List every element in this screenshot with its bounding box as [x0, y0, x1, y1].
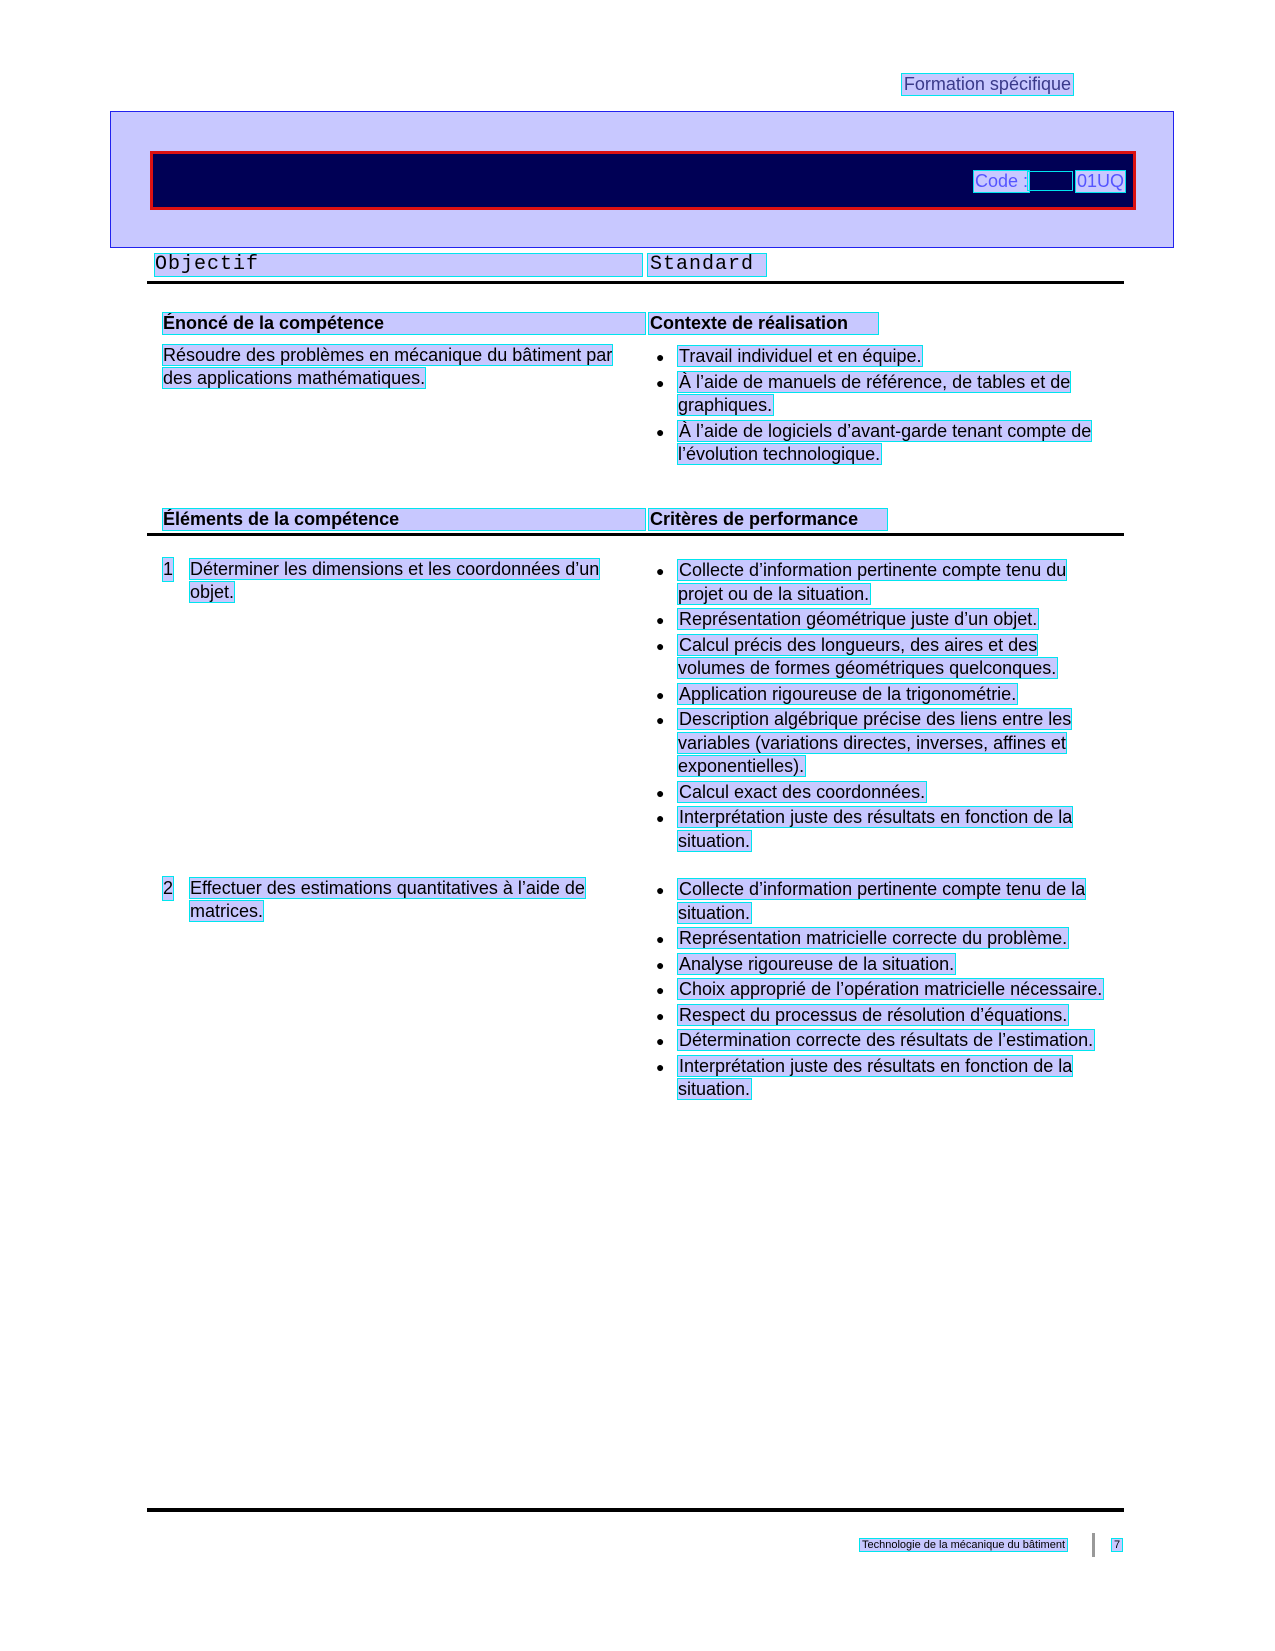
footer-rule — [147, 1508, 1124, 1512]
enonce-title: Énoncé de la compétence — [163, 313, 645, 334]
list-item: ● Collecte d’information pertinente compte tenu du projet ou de la situation. — [656, 560, 1067, 604]
list-item: ● Collecte d’information pertinente compte tenu de la situation. — [656, 879, 1086, 923]
criteria-list-1 — [656, 559, 1108, 855]
list-item: ● Interprétation juste des résultats en fonction de la situation. — [656, 807, 1073, 851]
column-heading-objectif: Objectif — [155, 254, 642, 276]
competency-code: 01UQ — [1077, 171, 1125, 191]
contexte-title: Contexte de réalisation — [649, 313, 878, 334]
list-item: ● À l’aide de manuels de référence, de tables et de graphiques. — [656, 371, 1071, 415]
list-item: ● Analyse rigoureuse de la situation. — [656, 953, 955, 974]
list-item: ● Choix approprié de l’opération matricielle nécessaire. — [656, 979, 1103, 999]
program-section-label: Formation spécifique — [903, 74, 1071, 94]
elements-title: Éléments de la compétence — [163, 509, 645, 530]
criteria-list-2 — [656, 878, 1108, 1104]
list-item: ● Description algébrique précise des liens entre les variables (variations directes, inverses, affines et exponentielles). — [656, 709, 1072, 776]
list-item: ● Représentation géométrique juste d’un objet. — [656, 609, 1038, 629]
footer-title: Technologie de la mécanique du bâtiment — [861, 1539, 1065, 1551]
list-item: ● À l’aide de logiciels d’avant-garde tenant compte de l’évolution technologique. — [656, 420, 1092, 464]
elements-rule — [147, 533, 1124, 536]
criteria-title: Critères de performance — [649, 509, 887, 530]
element-1: 1 Déterminer les dimensions et les coordonnées d’un objet. — [163, 559, 600, 602]
list-item: ● Détermination correcte des résultats de l’estimation. — [656, 1030, 1094, 1050]
footer-divider — [1092, 1533, 1095, 1557]
code-separator — [1028, 172, 1072, 190]
page-number: 7 — [1114, 1539, 1121, 1551]
list-item: ● Respect du processus de résolution d’équations. — [656, 1004, 1068, 1025]
list-item: ● Travail individuel et en équipe. — [656, 346, 922, 366]
code-label: Code : — [975, 171, 1029, 191]
list-item: ● Calcul exact des coordonnées. — [656, 781, 926, 802]
enonce-text: Résoudre des problèmes en mécanique du bâtiment par des applications mathématiques. — [163, 345, 613, 388]
column-heading-standard: Standard — [648, 254, 766, 276]
heading-rule — [147, 281, 1124, 284]
element-2: 2 Effectuer des estimations quantitatives à l’aide de matrices. — [163, 878, 585, 921]
list-item: ● Représentation matricielle correcte du problème. — [656, 928, 1068, 948]
element-2-text: Effectuer des estimations quantitatives à l’aide de matrices. — [190, 878, 585, 921]
element-1-text: Déterminer les dimensions et les coordonnées d’un objet. — [190, 559, 600, 602]
list-item: ● Calcul précis des longueurs, des aires et des volumes de formes géométriques quelconques. — [656, 634, 1057, 678]
enonce-text-block — [163, 344, 645, 390]
list-item: ● Interprétation juste des résultats en fonction de la situation. — [656, 1055, 1073, 1099]
list-item: ● Application rigoureuse de la trigonométrie. — [656, 683, 1017, 704]
contexte-list — [656, 345, 1104, 469]
